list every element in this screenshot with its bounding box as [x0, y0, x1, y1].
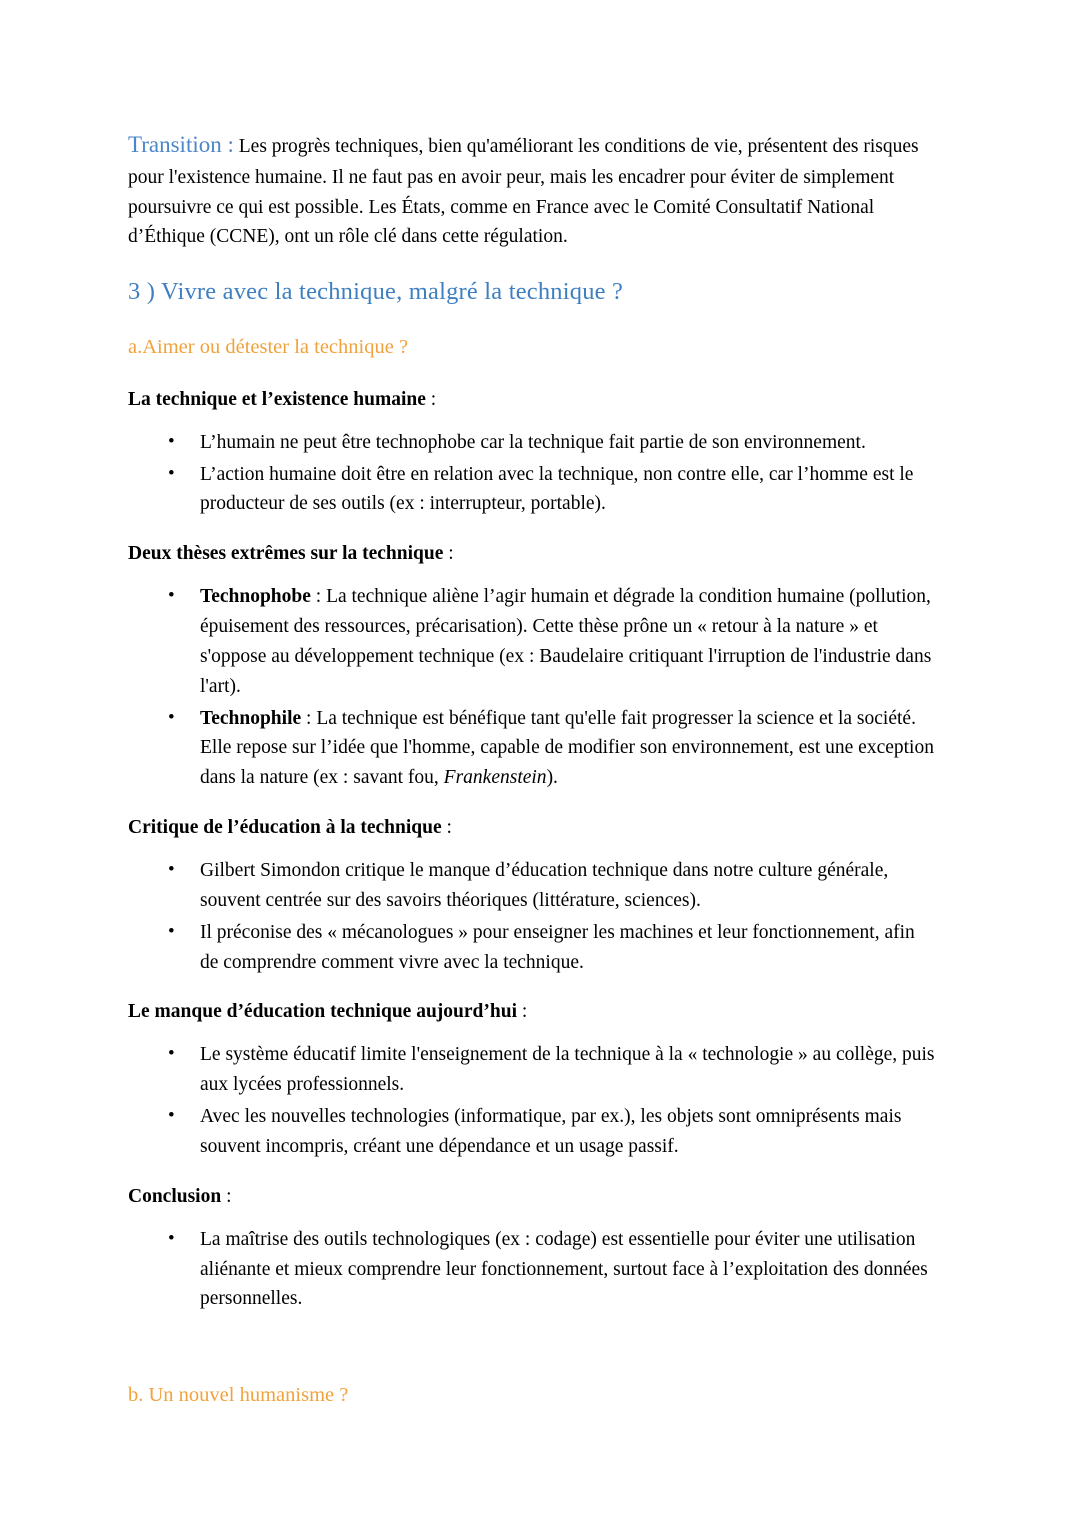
list-item-text: La maîtrise des outils technologiques (ex : codage) est essentielle pour éviter une utilisation aliénante et mieux comprendre leur fonctionnement, surtout face à l’exploitation des données personnelles. [200, 1228, 928, 1310]
list-item-lead: Technophobe [200, 586, 311, 608]
block-heading-colon: : [441, 817, 452, 839]
block-heading-text: La technique et l’existence humaine [128, 388, 426, 410]
block-heading-colon: : [516, 1001, 528, 1023]
list-item [128, 704, 938, 793]
transition-text: Les progrès techniques, bien qu'améliorant les conditions de vie, présentent des risques pour l'existence humaine. Il ne faut pas en avoir peur, mais les encadrer pour éviter de simplement poursuivre ce qui est possible. Les États, comme en France avec le Comité Consultatif National d’Éthique (CCNE), ont un rôle clé dans cette régulation. [128, 136, 919, 248]
list-item [128, 918, 938, 978]
list-item [128, 1102, 938, 1162]
list-item-text: L’humain ne peut être technophobe car la technique fait partie de son environnement. [200, 431, 866, 453]
list-item [128, 428, 938, 458]
block-heading-text: Critique de l’éducation à la technique [128, 817, 442, 839]
list-item [128, 582, 938, 701]
list-item-text: : La technique aliène l’agir humain et dégrade la condition humaine (pollution, épuisement des ressources, précarisation). Cette thèse prône un « retour à la nature » et s'oppose au développement technique (ex : Baudelaire critiquant l'irruption de l'industrie dans l'art). [200, 586, 932, 697]
bullet-list-technique-existence [128, 428, 938, 519]
list-item-italic: Frankenstein [443, 767, 547, 789]
document-content [128, 128, 938, 1437]
block-heading-manque-education [128, 1001, 938, 1023]
list-item-text: Le système éducatif limite l'enseignement de la technique à la « technologie » au collège, puis aux lycées professionnels. [200, 1044, 935, 1096]
list-item [128, 1040, 938, 1100]
block-heading-text: Conclusion [128, 1185, 222, 1207]
bullet-list-critique-education [128, 856, 938, 977]
list-item [128, 856, 938, 916]
transition-label: Transition : [128, 132, 234, 157]
block-heading-text: Deux thèses extrêmes sur la technique [128, 543, 444, 565]
subsection-heading-b: b. Un nouvel humanisme ? [128, 1384, 349, 1407]
list-item-lead: Technophile [200, 707, 302, 729]
block-heading-colon: : [221, 1185, 232, 1207]
block-heading-text: Le manque d’éducation technique aujourd’hui [128, 1001, 517, 1023]
section-heading-3: 3 ) Vivre avec la technique, malgré la technique ? [128, 277, 624, 305]
bullet-list-conclusion [128, 1225, 938, 1314]
transition-paragraph [128, 128, 938, 252]
list-item [128, 1225, 938, 1314]
block-heading-conclusion [128, 1186, 938, 1208]
list-item-text: : La technique est bénéfique tant qu'elle fait progresser la science et la société. Elle repose sur l’idée que l'homme, capable de modifier son environnement, est une exception dans la nature (ex : savant fou, [200, 707, 934, 789]
bullet-list-manque-education [128, 1040, 938, 1161]
block-heading-colon: : [443, 543, 454, 565]
list-item [128, 460, 938, 520]
section-spacer [128, 1338, 938, 1384]
list-item-text: Il préconise des « mécanologues » pour enseigner les machines et leur fonctionnement, afin de comprendre comment vivre avec la technique. [200, 921, 915, 973]
subsection-heading-a: a.Aimer ou détester la technique ? [128, 335, 409, 358]
block-heading-technique-existence [128, 389, 938, 411]
list-item-text: L’action humaine doit être en relation avec la technique, non contre elle, car l’homme est le producteur de ses outils (ex : interrupteur, portable). [200, 463, 914, 515]
block-heading-colon: : [425, 388, 437, 410]
list-item-text: Avec les nouvelles technologies (informatique, par ex.), les objets sont omniprésents mais souvent incompris, créant une dépendance et un usage passif. [200, 1106, 902, 1157]
block-heading-deux-theses [128, 543, 938, 565]
bullet-list-deux-theses [128, 582, 938, 793]
list-item-tail: ). [546, 767, 558, 789]
block-heading-critique-education [128, 817, 938, 839]
list-item-text: Gilbert Simondon critique le manque d’éducation technique dans notre culture générale, souvent centrée sur des savoirs théoriques (littérature, sciences). [200, 860, 889, 911]
